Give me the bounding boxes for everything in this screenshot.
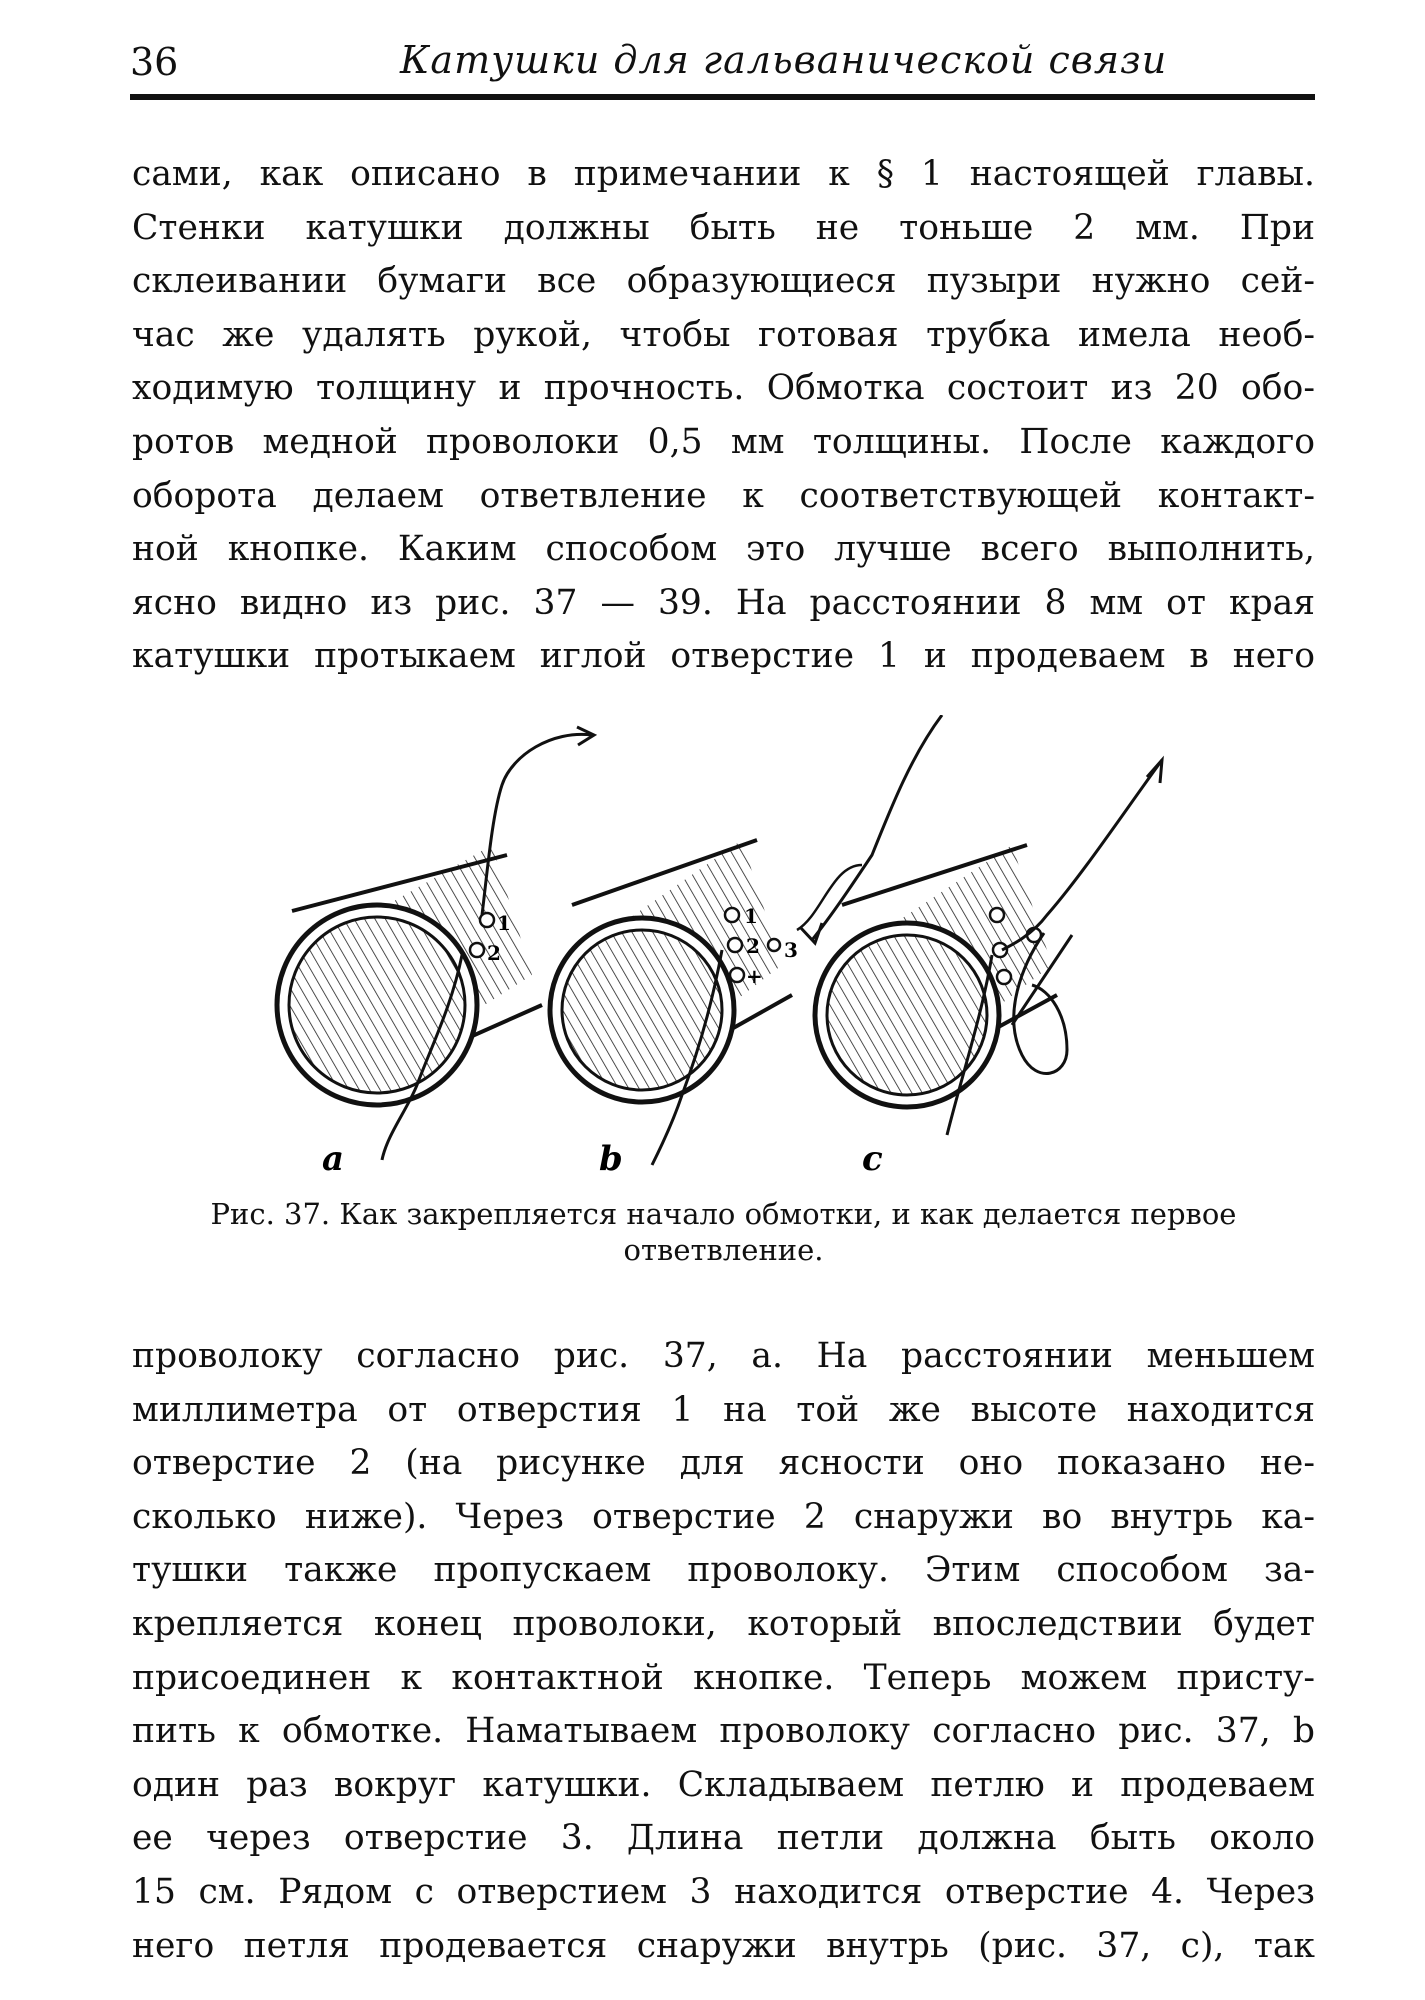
text-line: оборота делаем ответвление к соответствующей контакт- bbox=[132, 475, 1315, 516]
paragraph-bottom bbox=[132, 1330, 1315, 1973]
text-line: проволоку согласно рис. 37, a. На расстоянии меньшем bbox=[132, 1336, 1315, 1376]
text-line: отверстие 2 (на рисунке для ясности оно показано не- bbox=[132, 1443, 1315, 1484]
text-line: миллиметра от отверстия 1 на той же высоте находится bbox=[132, 1389, 1315, 1430]
figure-caption bbox=[132, 1196, 1315, 1268]
text-line: Стенки катушки должны быть не тоньше 2 мм. При bbox=[132, 207, 1315, 248]
hole-label-a1: 1 bbox=[497, 911, 511, 935]
text-line: ясно видно из рис. 37 — 39. На расстоянии 8 мм от края bbox=[132, 582, 1315, 623]
text-line: катушки протыкаем иглой отверстие 1 и продеваем в него bbox=[132, 636, 1315, 677]
text-line: присоединен к контактной кнопке. Теперь можем присту- bbox=[132, 1657, 1315, 1698]
hole-label-b1: 1 bbox=[744, 904, 758, 928]
hole-label-b3: 3 bbox=[784, 938, 798, 962]
text-line: сами, как описано в примечании к § 1 настоящей главы. bbox=[132, 154, 1315, 194]
text-line: него петля продевается снаружи внутрь (рис. 37, c), так bbox=[132, 1925, 1315, 1966]
text-line: 15 см. Рядом с отверстием 3 находится отверстие 4. Через bbox=[132, 1871, 1315, 1912]
figure-37 bbox=[132, 715, 1315, 1185]
text-line: сколько ниже). Через отверстие 2 снаружи во внутрь ка- bbox=[132, 1496, 1315, 1537]
figure-label-a: a bbox=[322, 1139, 345, 1179]
figure-label-b: b bbox=[599, 1139, 623, 1179]
text-line: пить к обмотке. Наматываем проволоку согласно рис. 37, b bbox=[132, 1711, 1315, 1752]
text-line: тушки также пропускаем проволоку. Этим способом за- bbox=[132, 1550, 1315, 1591]
text-line: ходимую толщину и прочность. Обмотка состоит из 20 обо- bbox=[132, 368, 1315, 409]
figure-37-illustration bbox=[132, 715, 1315, 1185]
text-line: ее через отверстие 3. Длина петли должна быть около bbox=[132, 1818, 1315, 1859]
hole-label-a2: 2 bbox=[487, 941, 501, 965]
coil-c bbox=[815, 760, 1162, 1179]
running-title: Катушки для гальванической связи bbox=[400, 38, 1168, 82]
figure-label-c: c bbox=[862, 1139, 883, 1179]
page-number: 36 bbox=[130, 40, 179, 84]
caption-line-1: Рис. 37. Как закрепляется начало обмотки, и как делается первое bbox=[210, 1197, 1237, 1231]
text-line: крепляется конец проволоки, который впоследствии будет bbox=[132, 1603, 1315, 1644]
text-line: час же удалять рукой, чтобы готовая трубка имела необ- bbox=[132, 314, 1315, 355]
hole-label-b2: 2 bbox=[746, 934, 760, 958]
text-line: один раз вокруг катушки. Складываем петлю и продеваем bbox=[132, 1764, 1315, 1805]
text-line: склеивании бумаги все образующиеся пузыри нужно сей- bbox=[132, 261, 1315, 302]
coil-a bbox=[277, 727, 594, 1179]
text-line: ной кнопке. Каким способом это лучше всего выполнить, bbox=[132, 529, 1315, 570]
hole-label-b4: + bbox=[746, 964, 763, 988]
header-rule bbox=[130, 94, 1315, 100]
caption-line-2: ответвление. bbox=[623, 1233, 824, 1267]
page-header bbox=[130, 34, 1315, 90]
text-line: ротов медной проволоки 0,5 мм толщины. После каждого bbox=[132, 421, 1315, 462]
paragraph-top bbox=[132, 148, 1315, 684]
